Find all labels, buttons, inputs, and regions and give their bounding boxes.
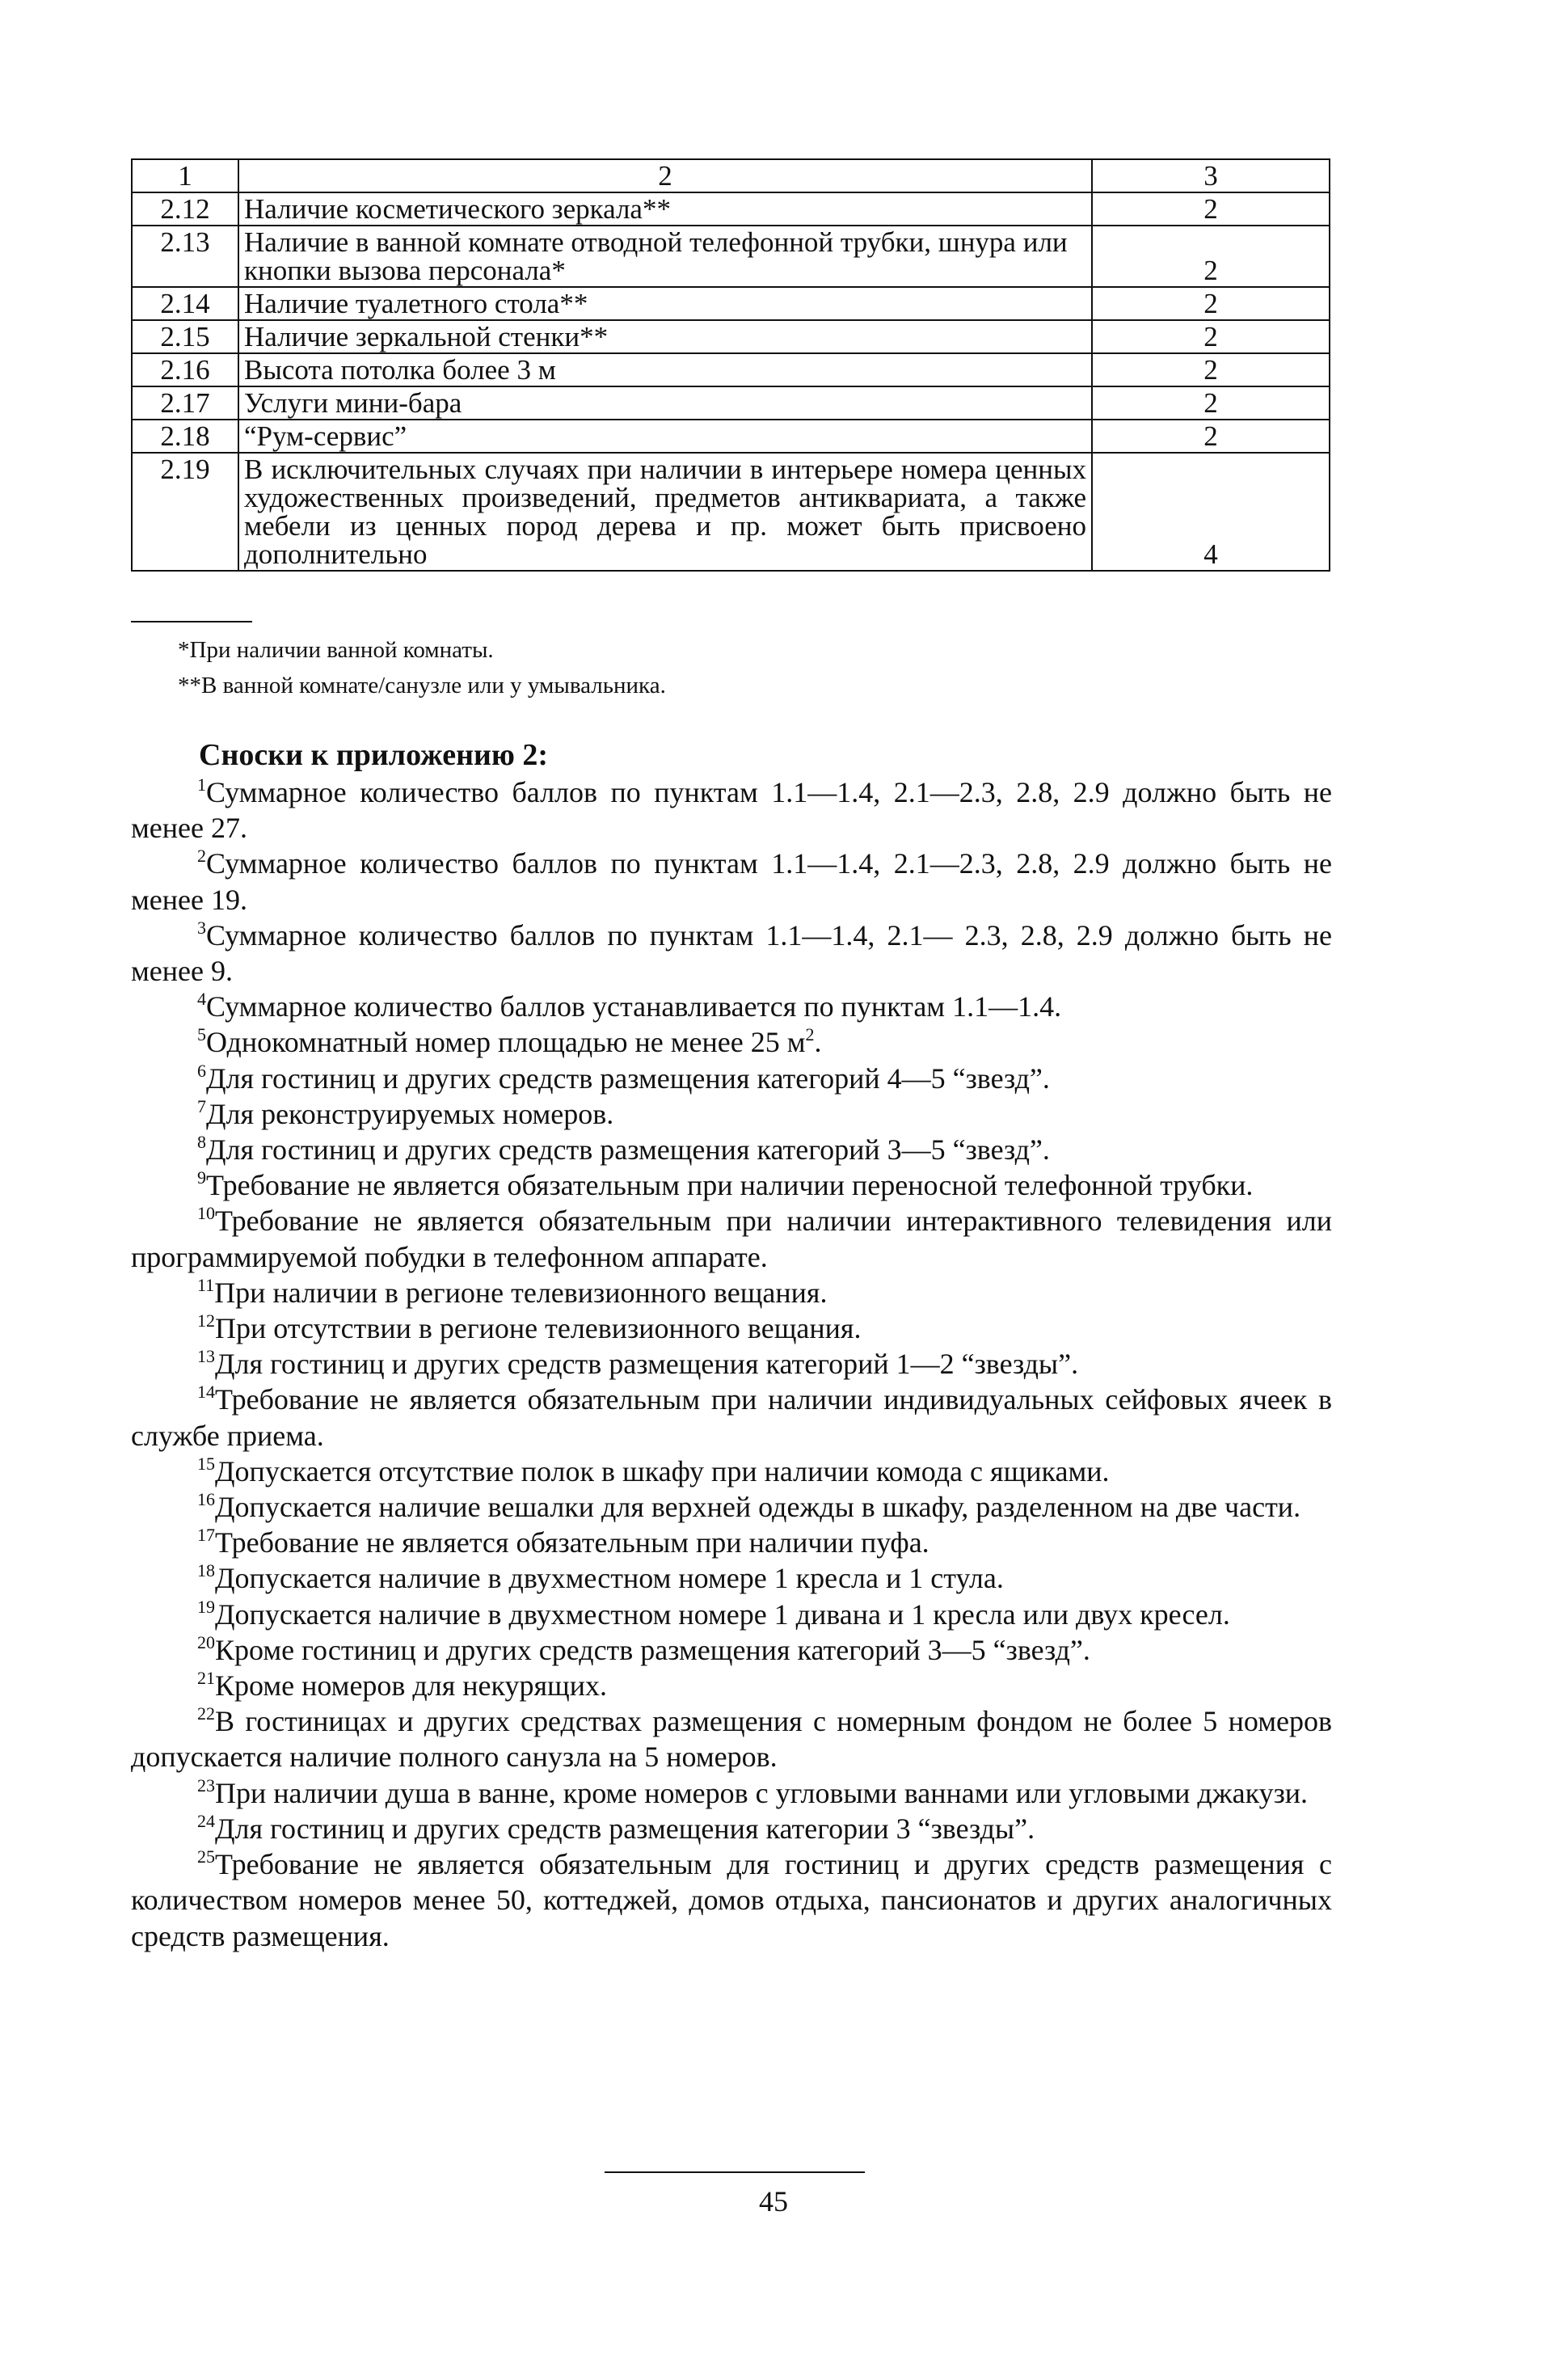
- table-row: [132, 386, 1330, 420]
- footnote-item: [131, 918, 1332, 989]
- footnote-marker: 17: [197, 1525, 215, 1546]
- footnote-text: Допускается наличие вешалки для верхней одежды в шкафу, разделенном на две части.: [215, 1491, 1301, 1524]
- footnotes-list: [131, 774, 1332, 1954]
- table-row: [132, 420, 1330, 453]
- footnote-marker: 6: [197, 1060, 206, 1081]
- row-description: Услуги мини-бара: [238, 386, 1092, 420]
- row-description: Наличие зеркальной стенки**: [238, 320, 1092, 353]
- footnote-marker: 9: [197, 1167, 206, 1188]
- footnote-text: Кроме номеров для некурящих.: [215, 1669, 608, 1703]
- footnote-text: Суммарное количество баллов по пунктам 1.1—1.4, 2.1—2.3, 2.8, 2.9 должно быть не менее 27.: [131, 776, 1332, 845]
- footnote-text: Суммарное количество баллов устанавливается по пунктам 1.1—1.4.: [206, 990, 1062, 1023]
- table-note: *При наличии ванной комнаты.: [178, 637, 494, 663]
- footnote-item: [131, 1132, 1332, 1167]
- row-description: “Рум-сервис”: [238, 420, 1092, 453]
- row-number: 2.17: [132, 386, 238, 420]
- row-score: 2: [1092, 320, 1330, 353]
- header-col-score: 3: [1092, 159, 1330, 192]
- footnote-item: [131, 1775, 1332, 1811]
- row-score: 2: [1092, 386, 1330, 420]
- footnote-item: [131, 1703, 1332, 1774]
- row-score: 2: [1092, 420, 1330, 453]
- footnote-text: Допускается наличие в двухместном номере 1 кресла и 1 стула.: [215, 1562, 1004, 1595]
- footnote-marker: 19: [197, 1596, 215, 1617]
- footnote-marker: 12: [197, 1310, 215, 1331]
- footnote-marker: 4: [197, 989, 206, 1010]
- row-number: 2.13: [132, 226, 238, 287]
- table-row: [132, 192, 1330, 226]
- table-notes: [178, 632, 666, 703]
- footnote-marker: 18: [197, 1560, 215, 1581]
- footnote-text: При наличии в регионе телевизионного вещания.: [214, 1276, 828, 1309]
- footnote-item: [131, 1811, 1332, 1846]
- footnote-text: Для гостиниц и других средств размещения категории 3 “звезды”.: [215, 1812, 1035, 1845]
- footnote-text: Однокомнатный номер площадью не менее 25 м: [206, 1026, 806, 1059]
- table-row: [132, 453, 1330, 571]
- footnote-marker: 25: [197, 1846, 215, 1867]
- footnote-marker: 10: [197, 1203, 215, 1224]
- row-number: 2.19: [132, 453, 238, 571]
- footnote-item: [131, 846, 1332, 917]
- footnote-text-end: .: [814, 1026, 822, 1059]
- footnote-item: [131, 1310, 1332, 1346]
- header-col-description: 2: [238, 159, 1092, 192]
- footnote-item: [131, 1061, 1332, 1096]
- row-description: Высота потолка более 3 м: [238, 353, 1092, 386]
- row-number: 2.16: [132, 353, 238, 386]
- footnote-text: Для реконструируемых номеров.: [206, 1097, 614, 1130]
- footnote-text: Допускается отсутствие полок в шкафу при наличии комода с ящиками.: [215, 1454, 1110, 1488]
- footnote-text: При отсутствии в регионе телевизионного вещания.: [215, 1312, 862, 1345]
- table-notes-divider: [131, 621, 252, 622]
- footnote-item: [131, 1454, 1332, 1489]
- footnote-text: При наличии душа в ванне, кроме номеров с угловыми ваннами или угловыми джакузи.: [215, 1776, 1309, 1809]
- table-note: **В ванной комнате/санузле или у умывальника.: [178, 673, 666, 698]
- footnote-item: [131, 1382, 1332, 1453]
- footnote-item: [131, 1275, 1332, 1310]
- footnote-marker: 7: [197, 1095, 206, 1116]
- footnote-item: [131, 1525, 1332, 1560]
- footnote-item: [131, 1024, 1332, 1060]
- footnote-item: [131, 1632, 1332, 1668]
- row-description: Наличие косметического зеркала**: [238, 192, 1092, 226]
- footnote-marker: 13: [197, 1346, 215, 1367]
- criteria-table: [131, 158, 1330, 572]
- footnote-item: [131, 774, 1332, 846]
- page-number-divider: [605, 2171, 865, 2173]
- footnote-marker: 20: [197, 1631, 215, 1652]
- footnote-marker: 3: [197, 917, 206, 938]
- footnote-text: Для гостиниц и других средств размещения категорий 3—5 “звезд”.: [206, 1133, 1050, 1167]
- row-score: 2: [1092, 226, 1330, 287]
- footnote-text: В гостиницах и других средствах размещения с номерным фондом не более 5 номеров допускается наличие полного санузла на 5 номеров.: [131, 1705, 1332, 1774]
- footnote-item: [131, 1096, 1332, 1132]
- row-score: 4: [1092, 453, 1330, 571]
- row-score: 2: [1092, 287, 1330, 320]
- footnote-text: Кроме гостиниц и других средств размещения категорий 3—5 “звезд”.: [215, 1633, 1090, 1666]
- row-score: 2: [1092, 353, 1330, 386]
- footnote-text: Требование не является обязательным при наличии индивидуальных сейфовых ячеек в службе приема.: [131, 1383, 1332, 1452]
- row-number: 2.14: [132, 287, 238, 320]
- footnote-marker: 21: [197, 1668, 215, 1689]
- footnote-marker: 23: [197, 1774, 215, 1796]
- row-number: 2.18: [132, 420, 238, 453]
- table-row: [132, 320, 1330, 353]
- footnote-marker: 1: [197, 774, 206, 795]
- footnote-text: Суммарное количество баллов по пунктам 1.1—1.4, 2.1—2.3, 2.8, 2.9 должно быть не менее 19.: [131, 847, 1332, 916]
- footnote-marker: 22: [197, 1703, 215, 1724]
- footnote-text: Требование не является обязательным при наличии переносной телефонной трубки.: [206, 1169, 1254, 1202]
- row-score: 2: [1092, 192, 1330, 226]
- footnote-text: Для гостиниц и других средств размещения категорий 4—5 “звезд”.: [206, 1061, 1050, 1095]
- footnote-marker: 15: [197, 1453, 215, 1474]
- table-row: [132, 226, 1330, 287]
- footnote-item: [131, 1668, 1332, 1703]
- row-description: Наличие в ванной комнате отводной телефонной трубки, шнура или кнопки вызова персонала*: [238, 226, 1092, 287]
- unit-superscript: 2: [805, 1024, 815, 1045]
- row-description: Наличие туалетного стола**: [238, 287, 1092, 320]
- footnote-text: Допускается наличие в двухместном номере 1 дивана и 1 кресла или двух кресел.: [215, 1597, 1230, 1631]
- footnote-marker: 16: [197, 1489, 215, 1510]
- row-number: 2.12: [132, 192, 238, 226]
- table-header-row: [132, 159, 1330, 192]
- footnote-item: [131, 989, 1332, 1024]
- footnote-marker: 8: [197, 1132, 206, 1153]
- footnote-marker: 11: [197, 1274, 215, 1295]
- footnote-item: [131, 1489, 1332, 1525]
- footnote-text: Для гостиниц и других средств размещения категорий 1—2 “звезды”.: [215, 1348, 1079, 1381]
- row-description: В исключительных случаях при наличии в интерьере номера ценных художественных произведений, предметов антиквариата, а также мебели из ценных пород дерева и пр. может быть присвоено дополнительно: [238, 453, 1092, 571]
- footnote-text: Требование не является обязательным при наличии пуфа.: [215, 1526, 929, 1559]
- footnote-text: Требование не является обязательным для гостиниц и других средств размещения с количеством номеров менее 50, коттеджей, домов отдыха, пансионатов и других аналогичных средств размещения.: [131, 1848, 1332, 1952]
- section-title: Сноски к приложению 2:: [199, 738, 549, 772]
- table-row: [132, 287, 1330, 320]
- footnote-item: [131, 1560, 1332, 1596]
- footnote-text: Требование не является обязательным при наличии интерактивного телевидения или программируемой побудки в телефонном аппарате.: [131, 1205, 1332, 1273]
- table-row: [132, 353, 1330, 386]
- page-number: 45: [759, 2185, 788, 2218]
- footnote-marker: 5: [197, 1024, 206, 1045]
- footnote-marker: 14: [197, 1382, 215, 1403]
- footnote-marker: 24: [197, 1810, 215, 1831]
- footnote-text: Суммарное количество баллов по пунктам 1.1—1.4, 2.1— 2.3, 2.8, 2.9 должно быть не менее 9.: [131, 918, 1332, 988]
- footnote-item: [131, 1167, 1332, 1203]
- footnote-item: [131, 1346, 1332, 1382]
- footnote-item: [131, 1597, 1332, 1632]
- footnote-item: [131, 1846, 1332, 1954]
- row-number: 2.15: [132, 320, 238, 353]
- footnote-marker: 2: [197, 846, 206, 867]
- footnote-item: [131, 1203, 1332, 1274]
- header-col-number: 1: [132, 159, 238, 192]
